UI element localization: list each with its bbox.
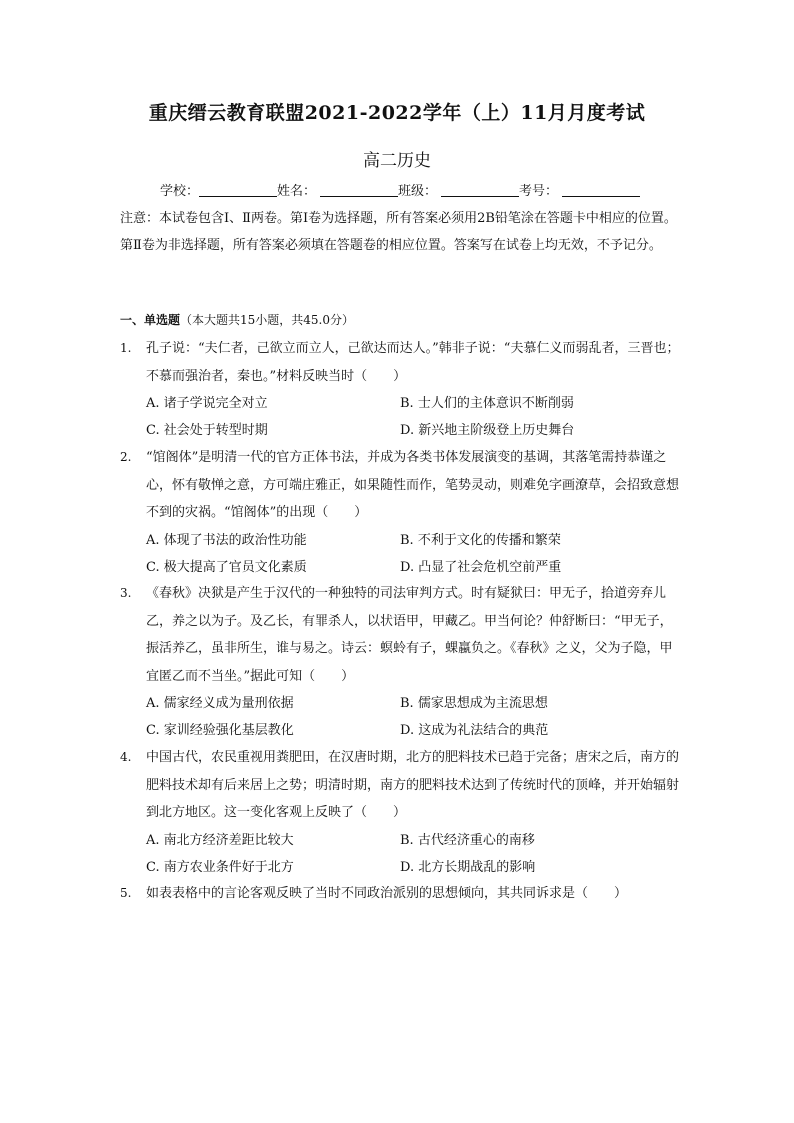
option-a[interactable]: A. 儒家经义成为量刑依据 bbox=[146, 696, 294, 711]
option-c[interactable]: C. 家训经验强化基层教化 bbox=[146, 723, 294, 738]
option-c[interactable]: C. 社会处于转型时期 bbox=[146, 423, 268, 438]
section-heading bbox=[120, 311, 354, 328]
school-label: 学校： bbox=[160, 184, 200, 199]
options-row-1 bbox=[146, 390, 685, 417]
question-4 bbox=[120, 744, 685, 881]
question-1 bbox=[120, 335, 685, 444]
options-row-2 bbox=[146, 717, 685, 744]
exam-subtitle: 高二历史 bbox=[363, 151, 431, 171]
exam-no-label: 考号： bbox=[519, 184, 559, 199]
options-row-2 bbox=[146, 554, 685, 581]
option-a[interactable]: A. 体现了书法的政治性功能 bbox=[146, 532, 307, 548]
question-number: 5. bbox=[120, 886, 132, 900]
question-text: 孔子说：“夫仁者，己欲立而立人，己欲达而达人。”韩非子说：“夫慕仁义而弱乱者，三晋也；不慕而强治者，秦也。”材料反映当时（ ） bbox=[146, 341, 680, 384]
question-text: 中国古代，农民重视用粪肥田，在汉唐时期，北方的肥料技术已趋于完备；唐宋之后，南方的肥料技术却有后来居上之势；明清时期，南方的肥料技术达到了传统时代的顶峰，并开始辐射到北方地区。这一变化客观上反映了（ ） bbox=[146, 750, 680, 820]
section-label: 一、单选题 bbox=[120, 313, 181, 327]
question-2 bbox=[120, 444, 685, 581]
question-text: 《春秋》决狱是产生于汉代的一种独特的司法审判方式。时有疑狱曰：甲无子，拾道旁弃儿乙，养之以为子。及乙长，有罪杀人，以状语甲，甲藏乙。甲当何论？仲舒断曰：“甲无子，振活养乙，虽非所生，谁与易之。诗云：螟蛉有子，蜾蠃负之。《春秋》之义，父为子隐，甲宜匿乙而不当坐。”据此可知（ ） bbox=[146, 586, 673, 684]
option-b[interactable]: B. 儒家思想成为主流思想 bbox=[400, 696, 548, 711]
section-detail: （本大题共15小题，共45.0分） bbox=[180, 313, 355, 327]
options-row-1 bbox=[146, 827, 685, 854]
exam-notice: 注意：本试卷包含Ⅰ、Ⅱ两卷。第Ⅰ卷为选择题，所有答案必须用2B铅笔涂在答题卡中相应的位置。第Ⅱ卷为非选择题，所有答案必须填在答题卷的相应位置。答案写在试卷上均无效，不予记分。 bbox=[120, 211, 677, 253]
options-row-2 bbox=[146, 417, 685, 444]
question-text: 如表表格中的言论客观反映了当时不同政治派别的思想倾向，其共同诉求是（ ） bbox=[146, 886, 628, 901]
name-label: 姓名： bbox=[277, 184, 317, 199]
exam-no-blank[interactable] bbox=[562, 183, 640, 197]
class-label: 班级： bbox=[398, 184, 438, 199]
option-c[interactable]: C. 南方农业条件好于北方 bbox=[146, 859, 294, 875]
option-a[interactable]: A. 南北方经济差距比较大 bbox=[146, 832, 294, 848]
option-c[interactable]: C. 极大提高了官员文化素质 bbox=[146, 559, 307, 575]
option-d[interactable]: D. 北方长期战乱的影响 bbox=[400, 859, 536, 875]
option-d[interactable]: D. 凸显了社会危机空前严重 bbox=[400, 559, 562, 575]
question-number: 2. bbox=[120, 450, 132, 464]
school-blank[interactable] bbox=[199, 183, 277, 197]
question-number: 3. bbox=[120, 586, 132, 600]
student-info-line bbox=[160, 180, 640, 199]
options-row-1 bbox=[146, 690, 685, 717]
question-text: “馆阁体”是明清一代的官方正体书法，并成为各类书体发展演变的基调，其落笔需持恭谨之心，怀有敬惮之意，方可端庄雅正，如果随性而作，笔势灵动，则难免字画潦草，会招致意想不到的灾祸。“馆阁体”的出现（ ） bbox=[146, 450, 680, 520]
option-a[interactable]: A. 诸子学说完全对立 bbox=[146, 396, 268, 411]
question-number: 4. bbox=[120, 750, 132, 764]
option-b[interactable]: B. 不利于文化的传播和繁荣 bbox=[400, 532, 561, 548]
class-blank[interactable] bbox=[441, 183, 519, 197]
option-d[interactable]: D. 新兴地主阶级登上历史舞台 bbox=[400, 423, 575, 438]
option-b[interactable]: B. 士人们的主体意识不断削弱 bbox=[400, 396, 574, 411]
question-number: 1. bbox=[120, 341, 132, 355]
question-3 bbox=[120, 580, 685, 744]
option-b[interactable]: B. 古代经济重心的南移 bbox=[400, 832, 535, 848]
question-5 bbox=[120, 880, 685, 908]
options-row-1 bbox=[146, 527, 685, 554]
name-blank[interactable] bbox=[320, 183, 398, 197]
options-row-2 bbox=[146, 854, 685, 881]
option-d[interactable]: D. 这成为礼法结合的典范 bbox=[400, 723, 549, 738]
exam-title: 重庆缙云教育联盟2021-2022学年（上）11月月度考试 bbox=[148, 102, 646, 124]
